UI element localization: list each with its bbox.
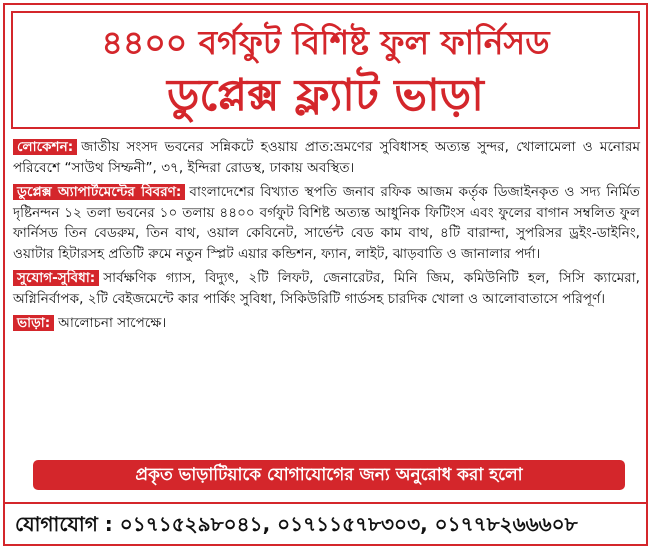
description-label: ডুপ্লেক্স অ্যাপার্টমেন্টের বিবরণ: <box>13 184 185 200</box>
headline-main: ডুপ্লেক্স ফ্ল্যাট ভাড়া <box>167 70 484 121</box>
facilities-text: সার্বক্ষণিক গ্যাস, বিদ্যুৎ, ২টি লিফট, জেনারেটর, মিনি জিম, কমিউনিটি হল, সিসি ক্যামেরা, অগ্নিনির্বাপক, ২টি বেইজমেন্টে কার পার্কিং সুবিধা, সিকিউরিটি গার্ডসহ চারদিক খোলা ও আলোবাতাসে পরিপূর্ণ। <box>13 270 640 307</box>
contact-numbers: যোগাযোগ : ০১৭১৫২৯৮০৪১, ০১৭১১৫৭৮৩০৩, ০১৭৭৮২৬৬৬০৮ <box>5 502 646 544</box>
rent-paragraph <box>13 313 640 334</box>
call-to-action-banner: প্রকৃত ভাড়াটিয়াকে যোগাযোগের জন্য অনুরোধ করা হলো <box>33 460 625 490</box>
description-paragraph <box>13 182 640 264</box>
description-text: বাংলাদেশের বিখ্যাত স্থপতি জনাব রফিক আজম কর্তৃক ডিজাইনকৃত ও সদ্য নির্মিত দৃষ্টিনন্দন ১২ তলা ভবনের ১০ তলায় ৪৪০০ বর্গফুট বিশিষ্ট অত্যন্ত আধুনিক ফিটিংস এবং ফুলের বাগান সম্বলিত ফুল ফার্নিসড তিন বেডরুম, তিন বাথ, ওয়াল কেবিনেট, সার্ভেন্ট বেড কাম বাথ, ৪টি বারান্দা, সুপরিসর ড্রইং-ডাইনিং, ওয়াটার হিটারসহ প্রতিটি রুমে নতুন স্প্লিট এয়ার কন্ডিশন, ফ্যান, লাইট, ঝাড়বাতি ও জানালার পর্দা। <box>13 184 641 262</box>
advertisement <box>3 3 648 546</box>
headline-size: ৪৪০০ বর্গফুট বিশিষ্ট ফুল ফার্নিসড <box>101 23 550 62</box>
location-paragraph <box>13 137 640 178</box>
facilities-paragraph <box>13 268 640 309</box>
headline-box <box>11 11 640 129</box>
location-text: জাতীয় সংসদ ভবনের সন্নিকটে হওয়ায় প্রাত:ভ্রমণের সুবিধাসহ অত্যন্ত সুন্দর, খোলামেলা ও মনোরম পরিবেশে “সাউথ সিম্ফনী”, ৩৭, ইন্দিরা রোডস্থ, ঢাকায় অবস্থিত। <box>13 139 640 176</box>
rent-label: ভাড়া: <box>13 315 54 331</box>
rent-text: আলোচনা সাপেক্ষে। <box>58 315 167 331</box>
facilities-label: সুযোগ-সুবিধা: <box>13 270 99 286</box>
location-label: লোকেশন: <box>13 139 77 155</box>
ad-body <box>13 137 640 338</box>
